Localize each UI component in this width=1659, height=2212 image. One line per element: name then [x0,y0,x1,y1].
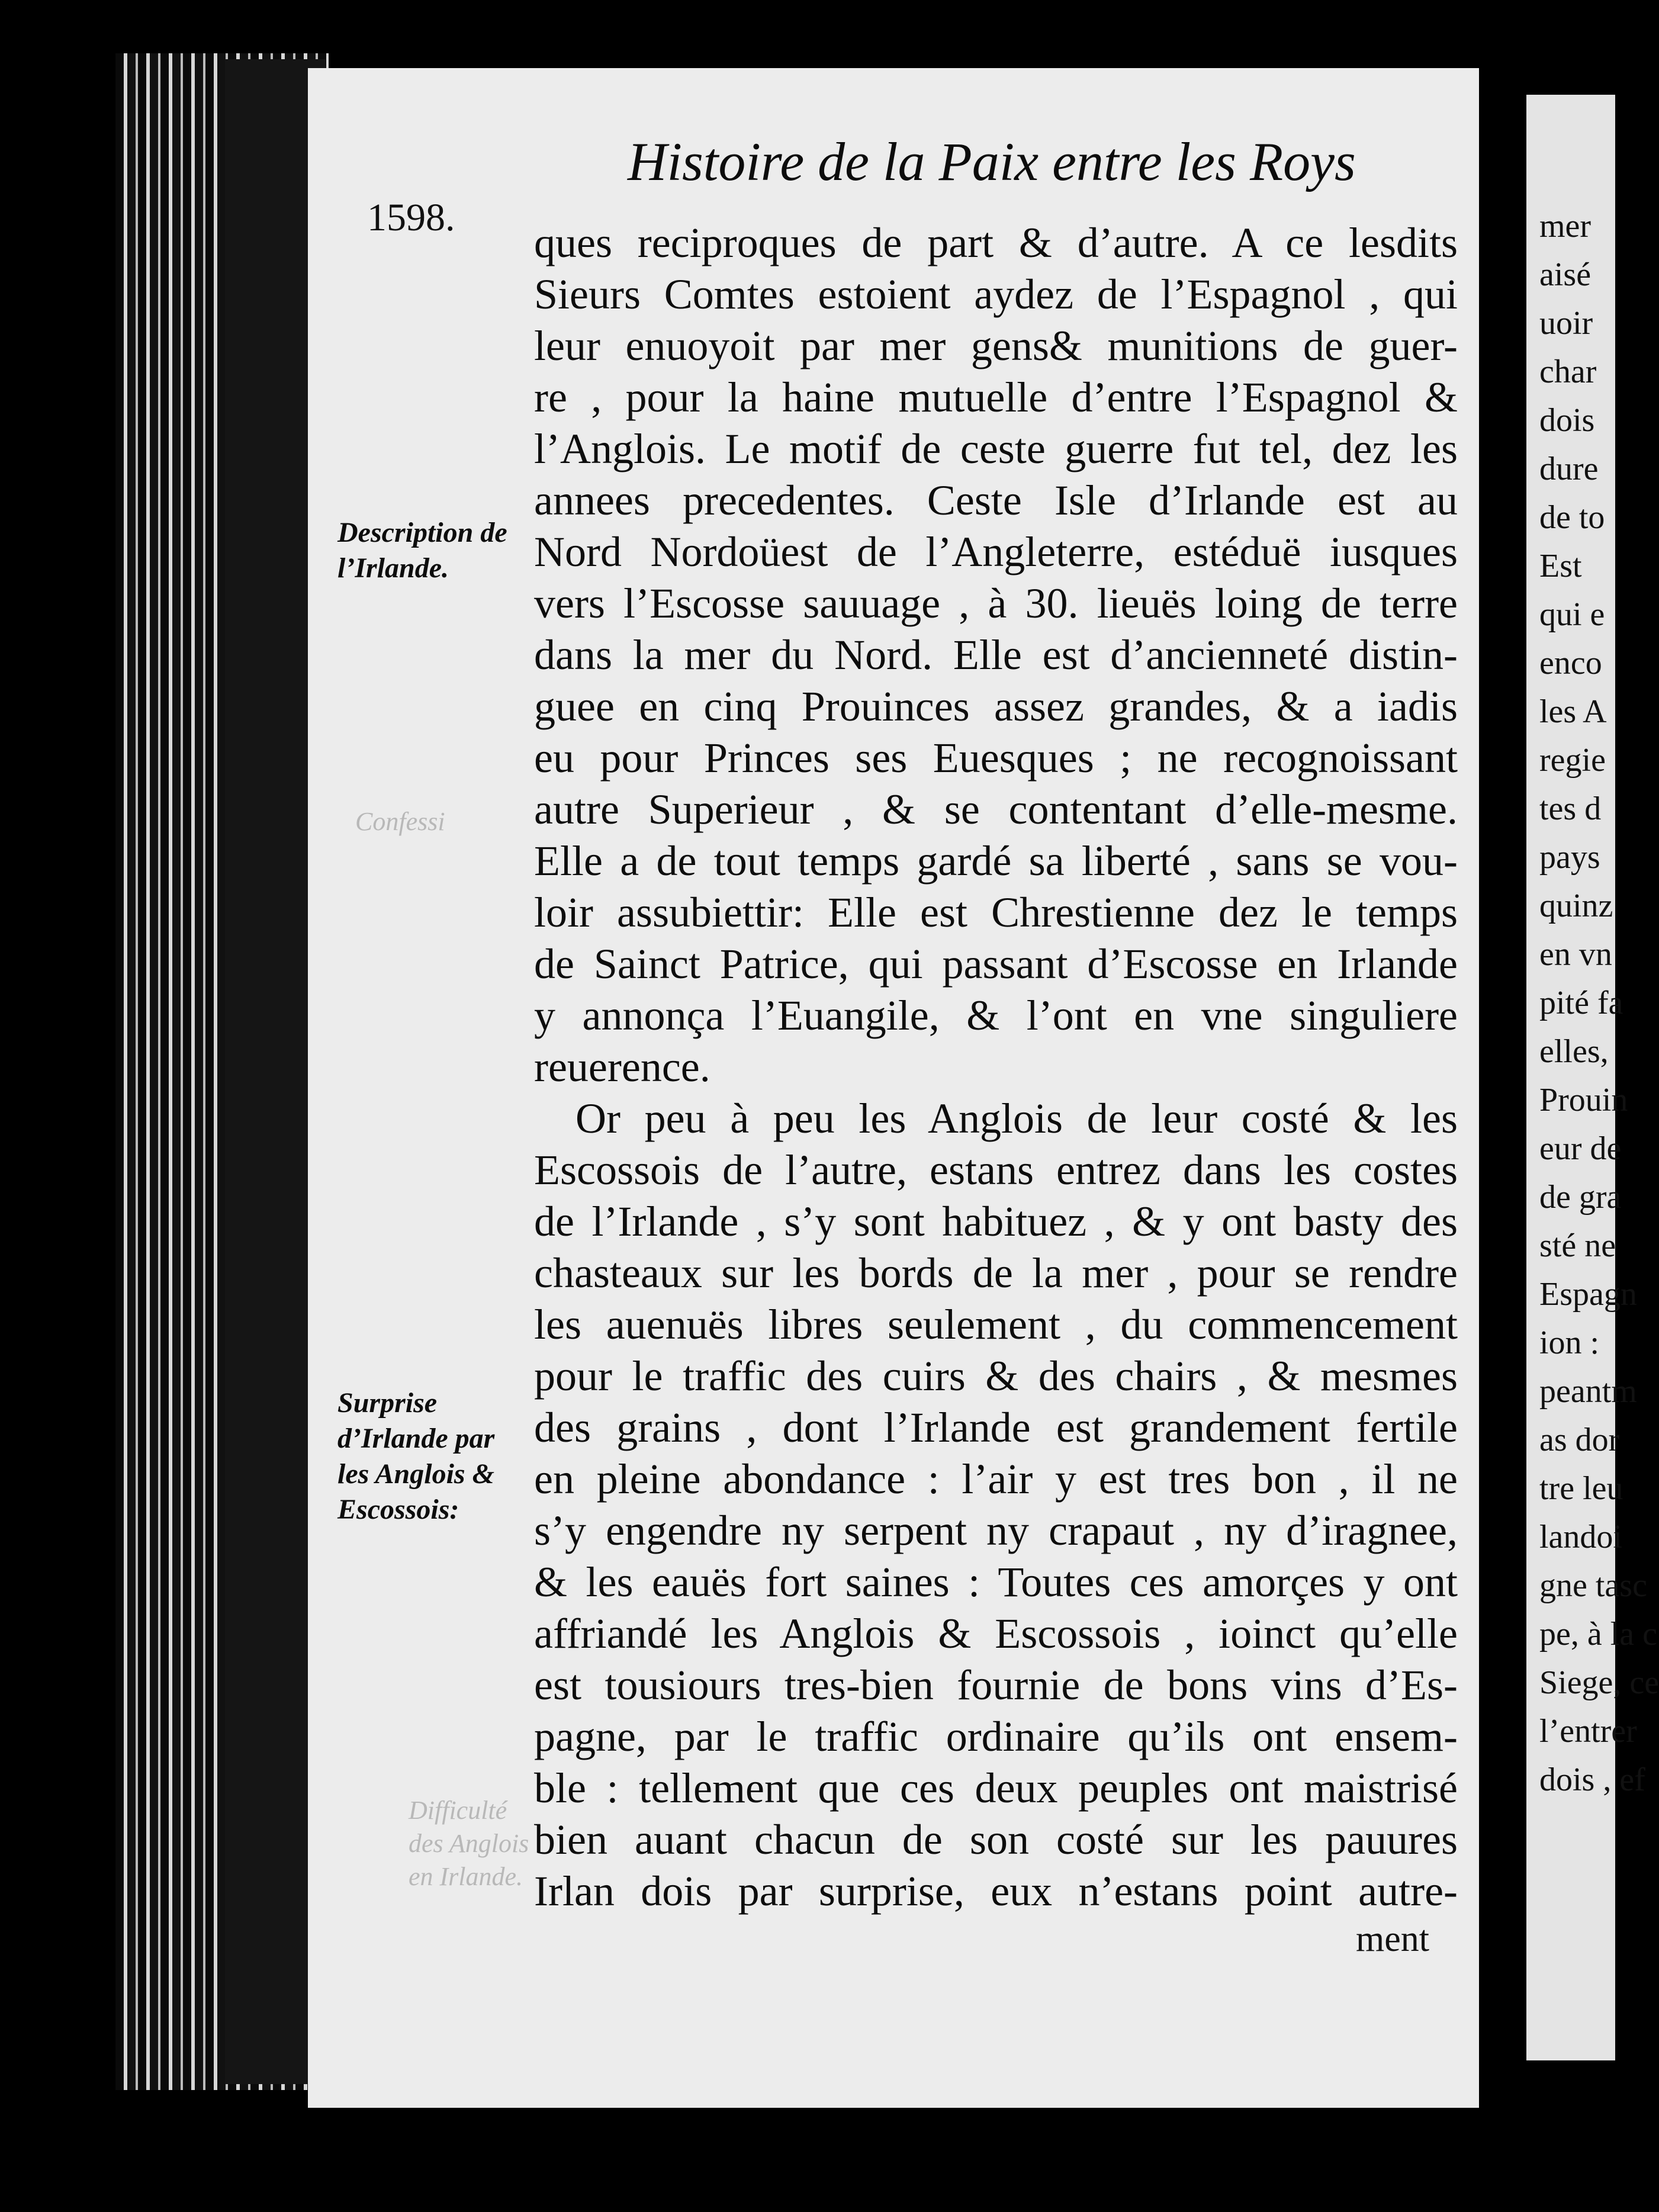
facing-page-line: Espagn [1539,1276,1637,1313]
body-line: dans la mer du Nord. Elle est d’ancienneté distin- [534,631,1458,679]
facing-page-line: mer [1539,208,1592,245]
body-line: les auenuës libres seulement , du commencement [534,1301,1458,1348]
facing-page-line: char [1539,353,1597,390]
facing-page-line: les A [1539,693,1607,730]
facing-page-line: pays [1539,839,1600,876]
body-line: Sieurs Comtes estoient aydez de l’Espagnol , qui [534,271,1458,318]
facing-page-line: dois , ef [1539,1761,1645,1798]
facing-page-line: Prouin [1539,1082,1628,1118]
body-line: leur enuoyoit par mer gens& munitions de guer- [534,322,1458,369]
facing-page-line: landoi [1539,1519,1622,1555]
body-line: est tousiours tres-bien fournie de bons vins d’Es- [534,1661,1458,1709]
body-line: guee en cinq Prouinces assez grandes, & a iadis [534,683,1458,730]
body-line: annees precedentes. Ceste Isle d’Irlande est au [534,477,1458,524]
facing-page-line: Siege, ce [1539,1664,1659,1701]
catchword: ment [1356,1919,1429,1959]
body-line: re , pour la haine mutuelle d’entre l’Espagnol & [534,374,1458,421]
facing-page-line: uoir [1539,305,1593,342]
body-line: Or peu à peu les Anglois de leur costé & les [575,1095,1458,1142]
body-line: ble : tellement que ces deux peuples ont maistrisé [534,1764,1458,1812]
facing-page-line: dois [1539,402,1595,439]
body-line: vers l’Escosse sauuage , à 30. lieuës loing de terre [534,580,1458,627]
body-line: ques reciproques de part & d’autre. A ce lesdits [534,219,1458,266]
body-line: de Sainct Patrice, qui passant d’Escosse en Irlande [534,940,1458,988]
body-line: eu pour Princes ses Euesques ; ne recognoissant [534,734,1458,782]
facing-page-line: Est [1539,548,1582,584]
facing-page-line: quinz [1539,888,1613,924]
facing-page-line: enco [1539,645,1602,681]
bleed-through-note: Difficulté des Anglois en Irlande. [409,1796,529,1891]
facing-page-line: peantm [1539,1373,1637,1410]
facing-page-line: pe, à la c [1539,1616,1657,1652]
facing-page-line: tes d [1539,790,1602,827]
body-line: y annonça l’Euangile, & l’ont en vne singuliere [534,992,1458,1039]
body-line: pour le traffic des cuirs & des chairs , & mesmes [534,1352,1458,1400]
body-line: bien auant chacun de son costé sur les pauures [534,1816,1458,1863]
body-line: en pleine abondance : l’air y est tres bon , il ne [534,1455,1458,1503]
facing-page-line: elles, [1539,1033,1609,1070]
body-line: Nord Nordoüest de l’Angleterre, estéduë iusques [534,528,1458,575]
facing-page-line: ion : [1539,1324,1600,1361]
facing-page-line: pité fa [1539,985,1623,1021]
facing-page-line: de gra [1539,1179,1622,1216]
body-line: reuerence. [534,1043,710,1091]
body-line: l’Anglois. Le motif de ceste guerre fut tel, dez les [534,425,1458,472]
facing-page-line: aisé [1539,256,1592,293]
margin-note-surprise: Surprise d’Irlande par les Anglois & Escossois: [337,1387,495,1525]
facing-page-line: dure [1539,451,1599,487]
margin-note-description: Description de l’Irlande. [337,517,507,584]
facing-page-line: gne tasc [1539,1567,1647,1604]
body-line: autre Superieur , & se contentant d’elle-mesme. [534,786,1458,833]
facing-page-line: sté ne [1539,1227,1616,1264]
body-line: Elle a de tout temps gardé sa liberté , sans se vou- [534,837,1458,885]
facing-page-line: tre leu [1539,1470,1623,1507]
running-head: Histoire de la Paix entre les Roys [628,131,1356,192]
facing-page-line: as dor [1539,1422,1620,1458]
facing-page-fragment [1526,95,1659,2060]
body-line: de l’Irlande , s’y sont habituez , & y ont basty des [534,1198,1458,1245]
body-line: des grains , dont l’Irlande est grandement fertile [534,1404,1458,1451]
body-line: s’y engendre ny serpent ny crapaut , ny d’iragnee, [534,1507,1458,1554]
body-line: Escossois de l’autre, estans entrez dans les costes [534,1146,1458,1194]
facing-page-line: eur de [1539,1130,1622,1167]
facing-page-line: en vn [1539,936,1612,973]
body-line: affriandé les Anglois & Escossois , ioinct qu’elle [534,1610,1458,1657]
body-line: pagne, par le traffic ordinaire qu’ils ont ensem- [534,1713,1458,1760]
facing-page-line: l’entrer [1539,1713,1637,1750]
year-marker: 1598. [367,196,455,239]
bleed-through-note: Confessi [355,807,445,836]
body-line: chasteaux sur les bords de la mer , pour se rendre [534,1249,1458,1297]
facing-page-line: regie [1539,742,1606,779]
body-line: loir assubiettir: Elle est Chrestienne dez le temps [534,889,1458,936]
facing-page-line: qui e [1539,596,1605,633]
body-line: & les eauës fort saines : Toutes ces amorçes y ont [534,1558,1458,1606]
facing-page-line: de to [1539,499,1605,536]
body-line: Irlan dois par surprise, eux n’estans point autre- [534,1867,1458,1915]
